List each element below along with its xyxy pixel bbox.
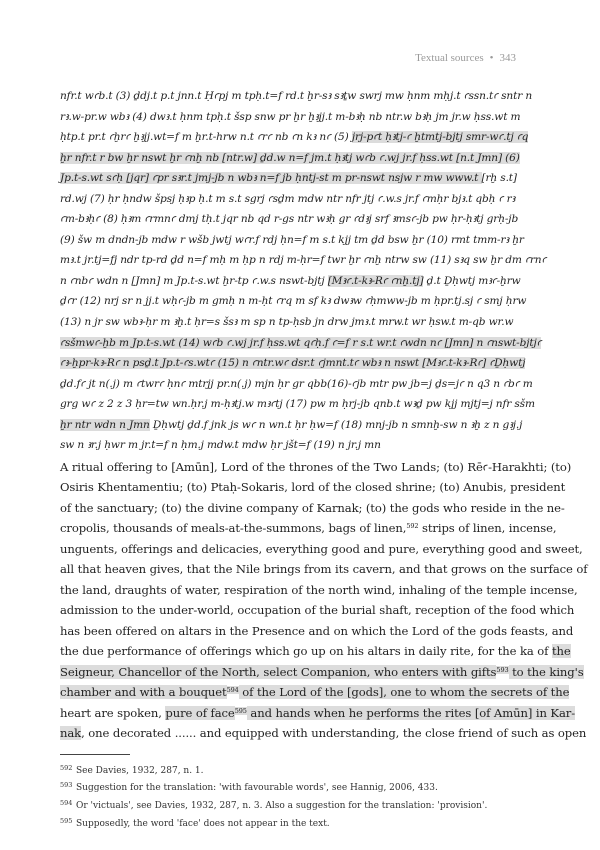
highlighted-text: [Mꜣꜥ.t-kꜣ-Rꜥ ꜥnḫ.tj] [327,274,424,287]
highlighted-text: pure of face [165,705,235,720]
transliteration-line [60,107,540,128]
text-segment: n ꜥnbꜥ wdn n [Jmn] m Jp.t-s.wt ḫr-tp ꜥ.w.s nswt-bjtj [60,274,328,287]
transliteration-line [60,127,540,148]
transliteration-line [60,291,540,312]
highlighted-text: jrj-pꜥt ḥꜣtj-ꜥ ḫtmtj-bjtj smr-wꜥ.tj ꜥq [351,131,529,144]
highlighted-text: chamber and with a bouquet [60,685,227,700]
text-segment: [rḫ s.t] [481,172,517,185]
text-segment: ḏ.t Ḏḥwtj mꜣꜥ-ḫrw [423,274,521,287]
page-number: 343 [499,52,516,64]
footnote-ref: 594 [226,686,239,695]
running-header [415,52,516,64]
transliteration-line [60,86,540,107]
transliteration-line [60,333,540,354]
footnote [60,778,540,796]
translation-line [60,662,584,683]
text-segment: nfr.t wꜥb.t (3) ḏdj.t p.t jnn.t Ḥꜥpj m tpḥ.t=f rd.t ḫr-sꜣ sꜣṯw swrj mw ḥnm mḥj.t ꜥssn.tꜥ sntr n [60,90,533,102]
header-bullet: • [489,52,494,64]
translation-line [60,457,572,478]
translation-line [60,498,565,519]
translation-line [60,641,571,662]
text-segment: cropolis, thousands of meals-at-the-summons, bags of linen, [60,521,407,536]
transliteration-line [60,435,540,456]
transliteration-line [60,209,540,230]
text-segment: all that heaven gives, that the Nile brings from its cavern, and that grows on the surface of [60,562,588,577]
footnote-text: Suggestion for the translation: 'with favourable words', see Hannig, 2006, 433. [76,783,438,794]
text-segment: ḏd.fꜥ jt n(.j) m ꜥtwrꜥ ḥnꜥ mtrjj pr.n(.j) mjn ḥr gr qbb(16)-ꜥjb mtr pw jb=j ḏs=jꜥ n q3 n ꜥbꜥ m [60,377,533,390]
section-title: Textual sources [415,52,484,64]
transliteration-line [60,353,540,374]
transliteration-line [60,189,540,210]
transliteration-block [60,86,547,456]
footnote-number: 592 [60,763,73,772]
text-segment: sw n ꜣr.j ḥwr m jr.t=f n ḥm.j mdw.t mdw ḥr jšt=f (19) n jr.j mn [60,439,381,452]
highlighted-text: ḫr nfr.t r bw ḫr nswt ḫr ꜥnḫ nb [ntr.w] ḏd.w n=f jm.t ḥꜣtj wꜥb ꜥ.wj jr.f ḥss.wt [n.t Jmn] (6) [60,151,520,164]
highlighted-text: Jp.t-s.wt sꜥḥ [jqr] ꜥpr sꜣr.t jmj-jb n wbꜣ n=f jb ḥntj-st m pr-nswt nsjw r mw www.t [60,172,482,185]
transliteration-line [60,312,540,333]
highlighted-text: ḫr ntr wdn n Jmn [60,418,150,431]
text-segment: Ḏḥwtj ḏd.f jnk js wꜥ n wn.t ḥr ḥw=f (18) mnj-jb n smnḫ-sw n ꜣḫ z n gꜣj.j [149,418,523,431]
text-segment: (9) šw m dndn-jb mdw r wšb jwtj wꜥr.f rdj ḥn=f m s.t kjj tm ḏd bsw ḫr (10) rmt tmm-rꜣ ḫr [60,233,524,246]
footnote-text: Or 'victuals', see Davies, 1932, 287, n. 3. Also a suggestion for the translation: 'provision'. [76,801,488,812]
text-segment: heart are spoken, [60,705,166,720]
footnote-number: 594 [60,799,73,808]
footnote [60,796,540,814]
text-segment: rꜣ.w-pr.w wbꜣ (4) dwꜣ.t ḥnm tpḥ.t šsp snw pr ḫr ḫꜣjj.t m-bꜣḥ nb ntr.w bꜣḥ jm jr.w ḥss.wt m [60,110,521,123]
text-segment: grg wꜥ z 2 z 3 ḥr=tw wn.ḥr.j m-ḥꜣtj.w mꜣꜥtj (17) pw m ḥrj-jb qnb.t wꜣḏ pw kjj mjtj=j nfr sšm [60,398,535,411]
footnote-ref: 592 [406,522,419,531]
translation-line [60,539,583,560]
text-segment: strips of linen, incense, [418,521,557,536]
highlighted-text: ꜥsšmwꜥ-ḫb m Jp.t-s.wt (14) wꜥb ꜥ.wj jr.f ḥss.wt qꜥḥ.f ꜥ=f r s.t wr.t ꜥwdn nꜥ [Jmn] n ꜥnswt-bjtjꜥ [60,336,542,349]
transliteration-line [60,415,540,436]
page-body [60,86,588,831]
text-segment: rd.wj (7) ḥr ḥndw špsj ḥꜣp ḥ.t m s.t sgrj ꜥsḏm mdw ntr nfr jtj ꜥ.w.s jr.f ꜥmḥr bjꜣ.t qbḥ ꜥ rꜣ [60,192,516,205]
text-segment: , one decorated ...... and equipped with understanding, the close friend of such as open [81,726,587,741]
translation-line [60,703,576,724]
highlighted-text: of the Lord of the [gods], one to whom the secrets of the [238,685,570,700]
translation-line [60,477,566,498]
footnotes-block [60,761,540,831]
footnote-number: 593 [60,781,73,790]
text-segment: ꜥm-bꜣḥꜥ (8) ḥꜣm ꜥrmnꜥ dmj tḥ.t jqr nb qd r-gs ntr wꜣḥ gr ꜥdꜣj srf ꜣmsꜥ-jb pw ḥr-ḥꜣtj grḥ-jb [60,213,519,226]
translation-line [60,621,574,642]
text-segment: unguents, offerings and delicacies, everything good and pure, everything good and sweet, [60,541,583,556]
translation-line [60,682,570,703]
text-segment: admission to the under-world, occupation of the burial shaft, reception of the food which [60,603,575,618]
highlighted-text: ꜥꜣ-ḫpr-kꜣ-Rꜥ n psḏ.t Jp.t-ꜥs.wtꜥ (15) n ꜥntr.wꜥ dsr.t ꜥjmnt.tꜥ wbꜣ n nswt [Mꜣꜥ.t-kꜣ-Rꜥ] ꜥḎḥwtj [60,357,526,370]
highlighted-text: nak [60,726,82,741]
translation-line [60,723,587,744]
text-segment: the land, draughts of water, respiration of the north wind, inhaling of the temple incense, [60,582,578,597]
highlighted-text: to the king's [508,664,584,679]
text-segment: the due performance of offerings which go up on his altars in daily rite, for the ka of [60,644,552,659]
footnote-ref: 595 [234,706,247,715]
footnote-text: See Davies, 1932, 287, n. 1. [76,765,204,776]
text-segment: Osiris Khentamentiu; (to) Ptaḥ-Sokaris, lord of the closed shrine; (to) Anubis, president [60,480,566,495]
translation-line [60,600,575,621]
footnote [60,814,540,832]
translation-line [60,518,557,539]
highlighted-text: the [551,644,571,659]
transliteration-line [60,230,540,251]
highlighted-text: Seigneur, Chancellor of the North, select Companion, who enters with gifts [60,664,497,679]
transliteration-line [60,250,547,271]
footnote-number: 595 [60,816,73,825]
translation-line [60,559,588,580]
text-segment: has been offered on altars in the Presence and on which the Lord of the gods feasts, and [60,623,574,638]
text-segment: ḏꜥr (12) nrj sr n jj.t wḥꜥ-jb m gmḥ n m-ḥt ꜥrq m sf kꜣ dwꜣw ꜥḥmww-jb m ḥpr.tj.sj ꜥ smj ḥrw [60,295,527,308]
translation-line [60,580,578,601]
text-segment: ḥtp.t pr.t ꜥḫrꜥ ḫꜣjj.wt=f m ḫr.t-hrw n.t ꜥrꜥ nb ꜥn kꜣ nꜥ (5) [60,131,352,144]
transliteration-line [60,374,540,395]
footnote-rule [60,754,130,755]
transliteration-line [60,394,540,415]
text-segment: (13) n jr sw wbꜣ-ḥr m ꜣḫ.t ḥr=s šsꜣ m sp n tp-ḥsb jn drw jmꜣ.t mrw.t wr ḥsw.t m-qb wr.w [60,316,514,329]
text-segment: mꜣ.t jr.tj=fj ndr tp-rd ḏd n=f mḥ m ḥp n rdj m-ḥr=f twr ḫr ꜥnḫ ntrw sw (11) sꜣq sw ḫr dm ꜥrnꜥ [60,254,547,267]
footnote [60,761,540,779]
translation-block [60,457,588,744]
transliteration-line [60,271,540,292]
text-segment: A ritual offering to [Amūn], Lord of the thrones of the Two Lands; (to) Rēꜥ-Harakhti; (to) [60,459,572,474]
transliteration-line [60,168,540,189]
text-segment: of the sanctuary; (to) the divine company of Karnak; (to) the gods who reside in the ne- [60,500,565,515]
footnote-text: Supposedly, the word 'face' does not appear in the text. [76,818,330,829]
highlighted-text: and hands when he performs the rites [of Amūn] in Kar- [246,705,576,720]
footnote-ref: 593 [496,665,509,674]
transliteration-line [60,148,540,169]
